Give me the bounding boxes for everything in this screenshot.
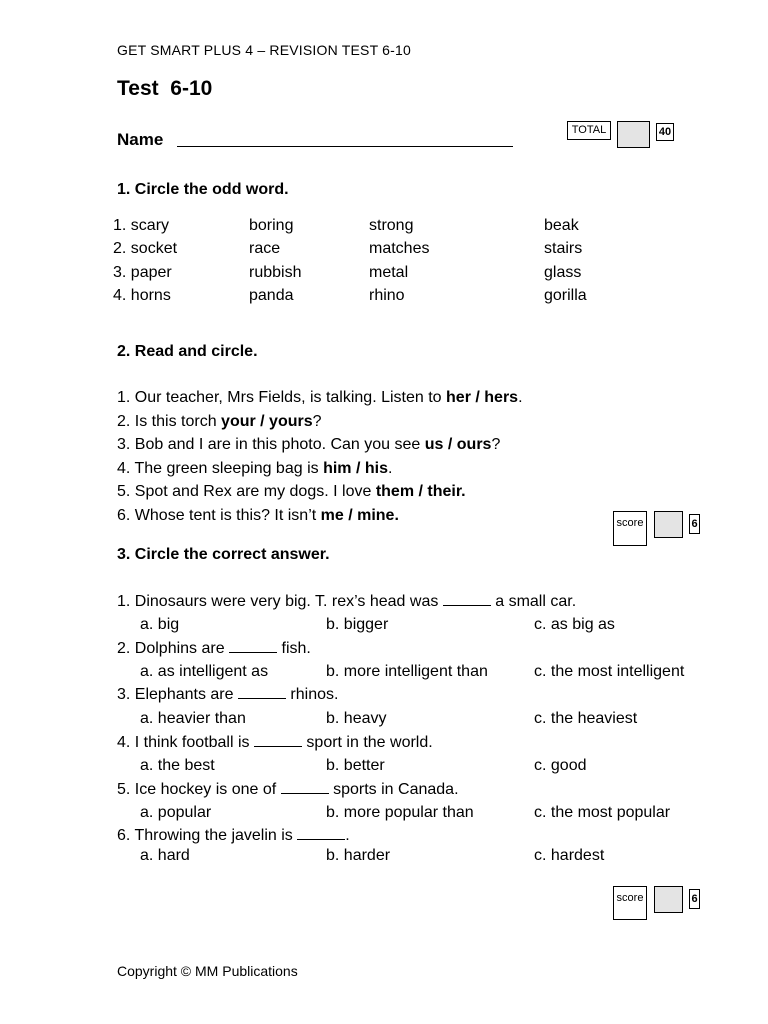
answer-option-c[interactable]: c. the most popular: [534, 804, 671, 821]
total-max: 40: [656, 123, 674, 141]
question-text: [117, 781, 459, 799]
answer-option-b[interactable]: b. harder: [326, 847, 391, 864]
odd-word-option[interactable]: matches: [369, 240, 430, 258]
pronoun-choice[interactable]: me / mine.: [320, 506, 399, 524]
question-stem-end: sport in the world.: [301, 734, 433, 751]
section2-score-label: score: [613, 511, 647, 546]
answer-option-a[interactable]: a. big: [140, 616, 180, 633]
item-text-end: .: [518, 389, 523, 406]
name-input-line[interactable]: [177, 146, 513, 147]
odd-word-row-label[interactable]: 4. horns: [113, 286, 171, 304]
answer-option-b[interactable]: b. bigger: [326, 616, 389, 633]
answer-option-b[interactable]: b. heavy: [326, 710, 387, 727]
total-score-field[interactable]: [617, 121, 650, 148]
answer-blank: [297, 827, 345, 840]
odd-word-row-label[interactable]: 2. socket: [113, 240, 178, 258]
section3-score-label: score: [613, 886, 647, 920]
odd-word-option[interactable]: rubbish: [249, 263, 302, 281]
name-label: Name: [117, 130, 164, 149]
answer-option-a[interactable]: a. popular: [140, 804, 212, 821]
pronoun-choice[interactable]: him / his: [323, 459, 388, 477]
copyright-footer: Copyright © MM Publications: [117, 963, 298, 979]
answer-blank: [281, 781, 329, 794]
answer-option-b[interactable]: b. more intelligent than: [326, 663, 488, 680]
answer-option-a[interactable]: a. as intelligent as: [140, 663, 269, 680]
answer-option-a[interactable]: a. the best: [140, 757, 215, 774]
total-label: TOTAL: [567, 121, 611, 140]
pronoun-choice[interactable]: us / ours: [424, 436, 492, 453]
answer-option-c[interactable]: c. the heaviest: [534, 710, 638, 727]
pronoun-choice[interactable]: your / yours: [221, 412, 313, 430]
odd-word-option[interactable]: panda: [249, 286, 294, 304]
section3-score-max: 6: [689, 889, 700, 909]
item-text: 2. Is this torch: [117, 412, 222, 430]
question-text: [117, 593, 576, 611]
answer-option-b[interactable]: b. better: [326, 757, 385, 774]
answer-option-a[interactable]: a. hard: [140, 847, 190, 864]
question-text: [117, 827, 350, 845]
answer-option-b[interactable]: b. more popular than: [326, 804, 474, 821]
odd-word-option[interactable]: boring: [249, 217, 294, 234]
page-header: GET SMART PLUS 4 – REVISION TEST 6-10: [117, 42, 411, 58]
answer-blank: [229, 640, 277, 653]
pronoun-choice[interactable]: them / their.: [375, 483, 466, 500]
section2-score-max: 6: [689, 514, 700, 534]
odd-word-option[interactable]: glass: [544, 263, 582, 281]
item-text-end: ?: [491, 436, 501, 453]
question-stem: 2. Dolphins are: [117, 640, 230, 657]
question-stem-end: rhinos.: [285, 686, 339, 703]
item-text-end: ?: [312, 412, 322, 430]
answer-option-c[interactable]: c. hardest: [534, 847, 605, 864]
question-stem: 1. Dinosaurs were very big. T. rex’s head was: [117, 593, 443, 610]
answer-blank: [254, 734, 302, 747]
answer-option-c[interactable]: c. good: [534, 757, 587, 774]
answer-blank: [443, 593, 491, 606]
read-circle-item: [117, 413, 322, 431]
question-text: [117, 734, 433, 752]
odd-word-row-label[interactable]: 3. paper: [113, 263, 172, 281]
answer-option-a[interactable]: a. heavier than: [140, 710, 246, 727]
odd-word-option[interactable]: stairs: [544, 240, 583, 258]
page-title: Test 6-10: [117, 77, 213, 100]
odd-word-option[interactable]: gorilla: [544, 286, 587, 304]
question-stem-end: .: [345, 827, 350, 844]
answer-blank: [238, 686, 286, 699]
question-stem-end: fish.: [277, 640, 311, 657]
section3-heading: 3. Circle the correct answer.: [117, 546, 330, 563]
item-text: 5. Spot and Rex are my dogs. I love: [117, 483, 376, 500]
question-stem: 4. I think football is: [117, 734, 254, 751]
question-stem: 3. Elephants are: [117, 686, 238, 703]
pronoun-choice[interactable]: her / hers: [446, 389, 519, 406]
read-circle-item: [117, 436, 500, 454]
read-circle-item: [117, 460, 392, 478]
read-circle-item: [117, 389, 523, 407]
section3-score-field[interactable]: [654, 886, 683, 913]
section1-heading: 1. Circle the odd word.: [117, 181, 289, 198]
question-stem-end: a small car.: [490, 593, 577, 610]
question-text: [117, 686, 338, 704]
item-text: 1. Our teacher, Mrs Fields, is talking. Listen to: [117, 389, 447, 406]
answer-option-c[interactable]: c. the most intelligent: [534, 663, 685, 680]
read-circle-item: [117, 483, 466, 501]
odd-word-option[interactable]: metal: [369, 263, 409, 281]
section2-score-field[interactable]: [654, 511, 683, 538]
read-circle-item: [117, 507, 399, 525]
odd-word-option[interactable]: beak: [544, 217, 579, 234]
question-stem: 6. Throwing the javelin is: [117, 827, 298, 844]
odd-word-option[interactable]: race: [249, 240, 281, 258]
odd-word-option[interactable]: strong: [369, 217, 414, 234]
question-stem: 5. Ice hockey is one of: [117, 781, 281, 798]
question-stem-end: sports in Canada.: [328, 781, 459, 798]
answer-option-c[interactable]: c. as big as: [534, 616, 615, 633]
item-text: 3. Bob and I are in this photo. Can you see: [117, 436, 425, 453]
odd-word-option[interactable]: rhino: [369, 286, 405, 304]
item-text-end: .: [387, 459, 393, 477]
question-text: [117, 640, 311, 658]
item-text: 6. Whose tent is this? It isn’t: [117, 506, 321, 524]
odd-word-row-label[interactable]: 1. scary: [113, 217, 170, 234]
item-text: 4. The green sleeping bag is: [117, 459, 324, 477]
section2-heading: 2. Read and circle.: [117, 343, 258, 360]
